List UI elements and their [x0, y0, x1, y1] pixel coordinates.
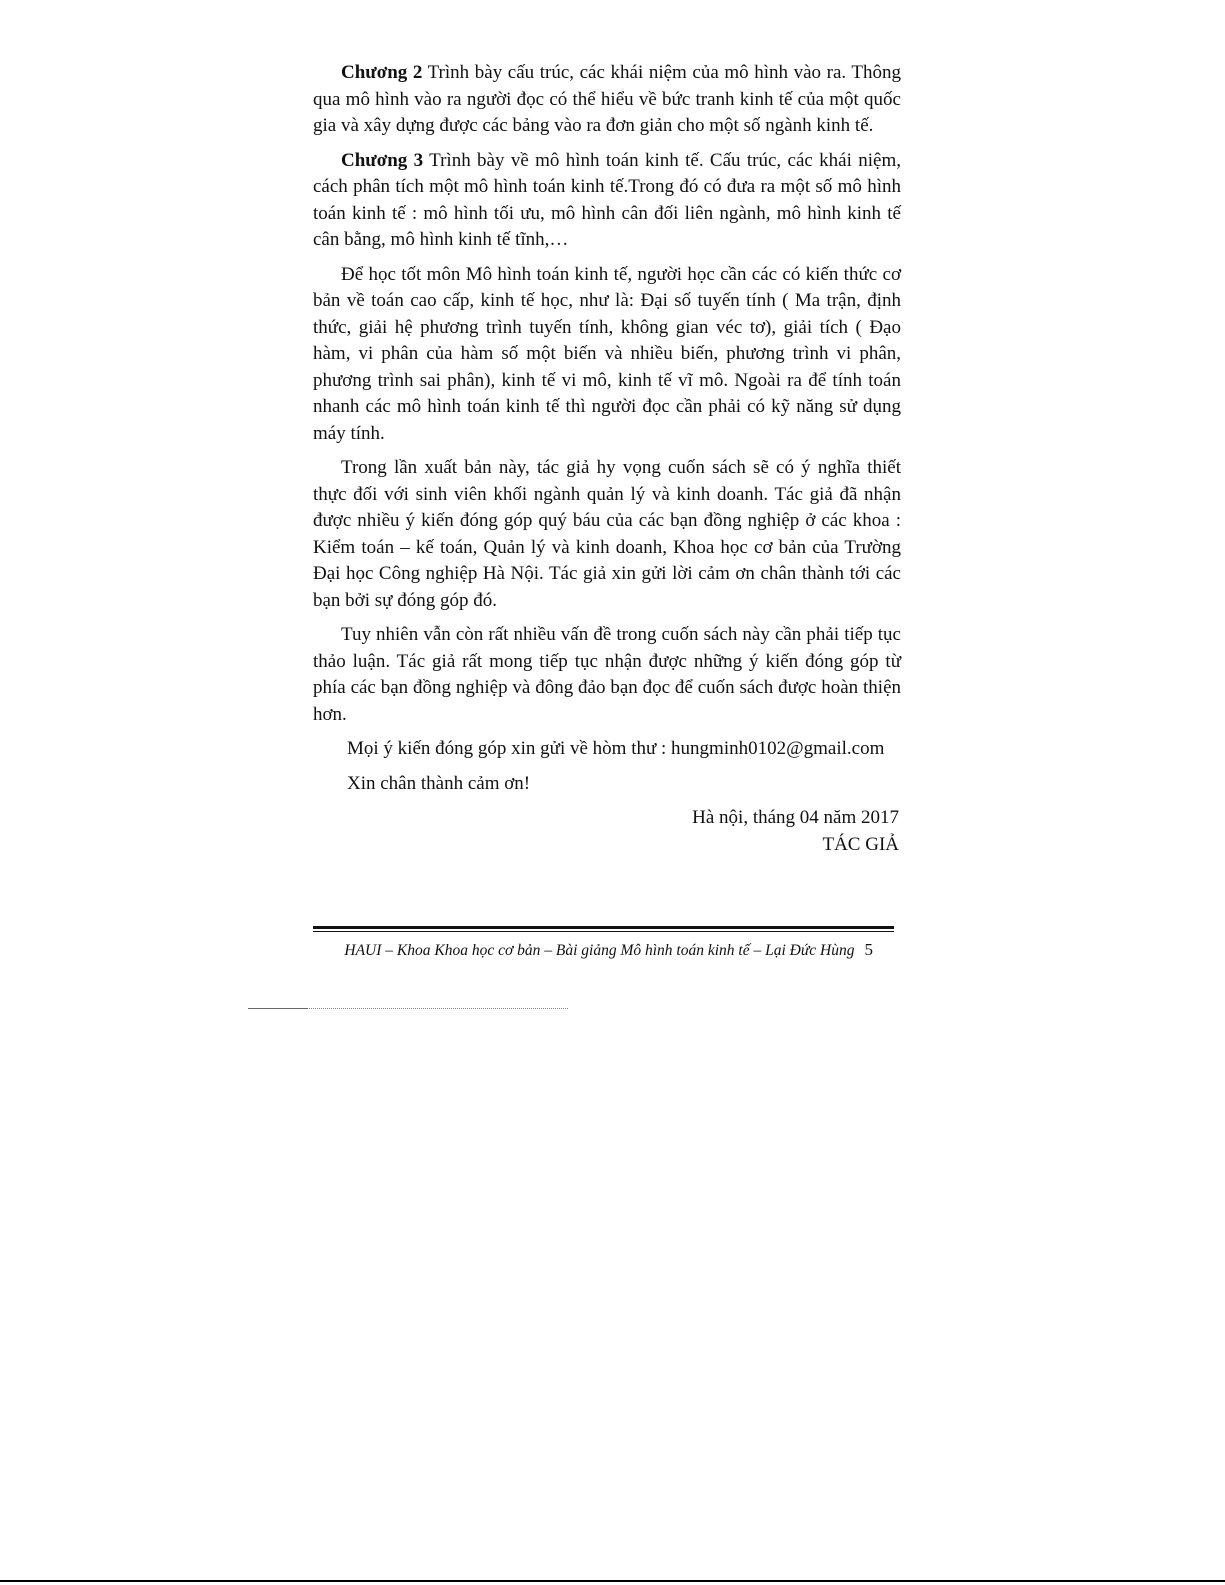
page-bottom-edge: [0, 1580, 1225, 1582]
chapter-2-text: Trình bày cấu trúc, các khái niệm của mô hình vào ra. Thông qua mô hình vào ra người đọc có thể hiểu về bức tranh kinh tế của một quốc gia và xây dựng được các bảng vào ra đơn giản cho một số ngành kinh tế.: [313, 62, 902, 136]
footer-divider: [313, 926, 894, 932]
chapter-3-text: Trình bày về mô hình toán kinh tế. Cấu trúc, các khái niệm, cách phân tích một mô hình toán kinh tế.Trong đó có đưa ra một số mô hình toán kinh tế : mô hình tối ưu, mô hình cân đối liên ngành, mô hình kinh tế cân bằng, mô hình kinh tế tĩnh,…: [313, 149, 901, 250]
scan-artifact-line: [248, 1008, 308, 1009]
place-date: Hà nội, tháng 04 năm 2017: [692, 807, 899, 828]
page-number: 5: [864, 940, 873, 959]
page-footer: [313, 940, 873, 960]
paragraph-chapter-2: [313, 60, 901, 140]
footer-text: HAUI – Khoa Khoa học cơ bản – Bài giảng Mô hình toán kinh tế – Lại Đức Hùng: [344, 942, 855, 959]
chapter-3-heading: Chương 3: [341, 149, 424, 171]
author-signature: TÁC GIẢ: [822, 833, 899, 855]
paragraph-chapter-3: [313, 148, 901, 254]
thanks-line: Xin chân thành cảm ơn!: [347, 772, 531, 794]
document-body: [313, 60, 901, 858]
chapter-2-heading: Chương 2: [341, 62, 423, 83]
paragraph-acknowledgement: Trong lần xuất bản này, tác giả hy vọng cuốn sách sẽ có ý nghĩa thiết thực đối với sinh viên khối ngành quản lý và kinh doanh. Tác giả đã nhận được nhiều ý kiến đóng góp quý báu của các bạn đồng nghiệp ở các khoa : Kiểm toán – kế toán, Quản lý và kinh doanh, Khoa học cơ bản của Trường Đại học Công nghiệp Hà Nội. Tác giả xin gửi lời cảm ơn chân thành tới các bạn bởi sự đóng góp đó.: [313, 457, 901, 611]
paragraph-feedback-request: Tuy nhiên vẫn còn rất nhiều vấn đề trong cuốn sách này cần phải tiếp tục thảo luận. Tác giả rất mong tiếp tục nhận được những ý kiến đóng góp từ phía các bạn đồng nghiệp và đông đảo bạn đọc để cuốn sách được hoàn thiện hơn.: [313, 624, 901, 725]
contact-line: Mọi ý kiến đóng góp xin gửi về hòm thư : hungminh0102@gmail.com: [347, 738, 885, 759]
paragraph-prerequisites: Để học tốt môn Mô hình toán kinh tế, người học cần các có kiến thức cơ bản về toán cao cấp, kinh tế học, như là: Đại số tuyến tính ( Ma trận, định thức, giải hệ phương trình tuyến tính, không gian véc tơ), giải tích ( Đạo hàm, vi phân của hàm số một biến và nhiều biến, phương trình vi phân, phương trình sai phân), kinh tế vi mô, kinh tế vĩ mô. Ngoài ra để tính toán nhanh các mô hình toán kinh tế thì người đọc cần phải có kỹ năng sử dụng máy tính.: [313, 263, 901, 444]
